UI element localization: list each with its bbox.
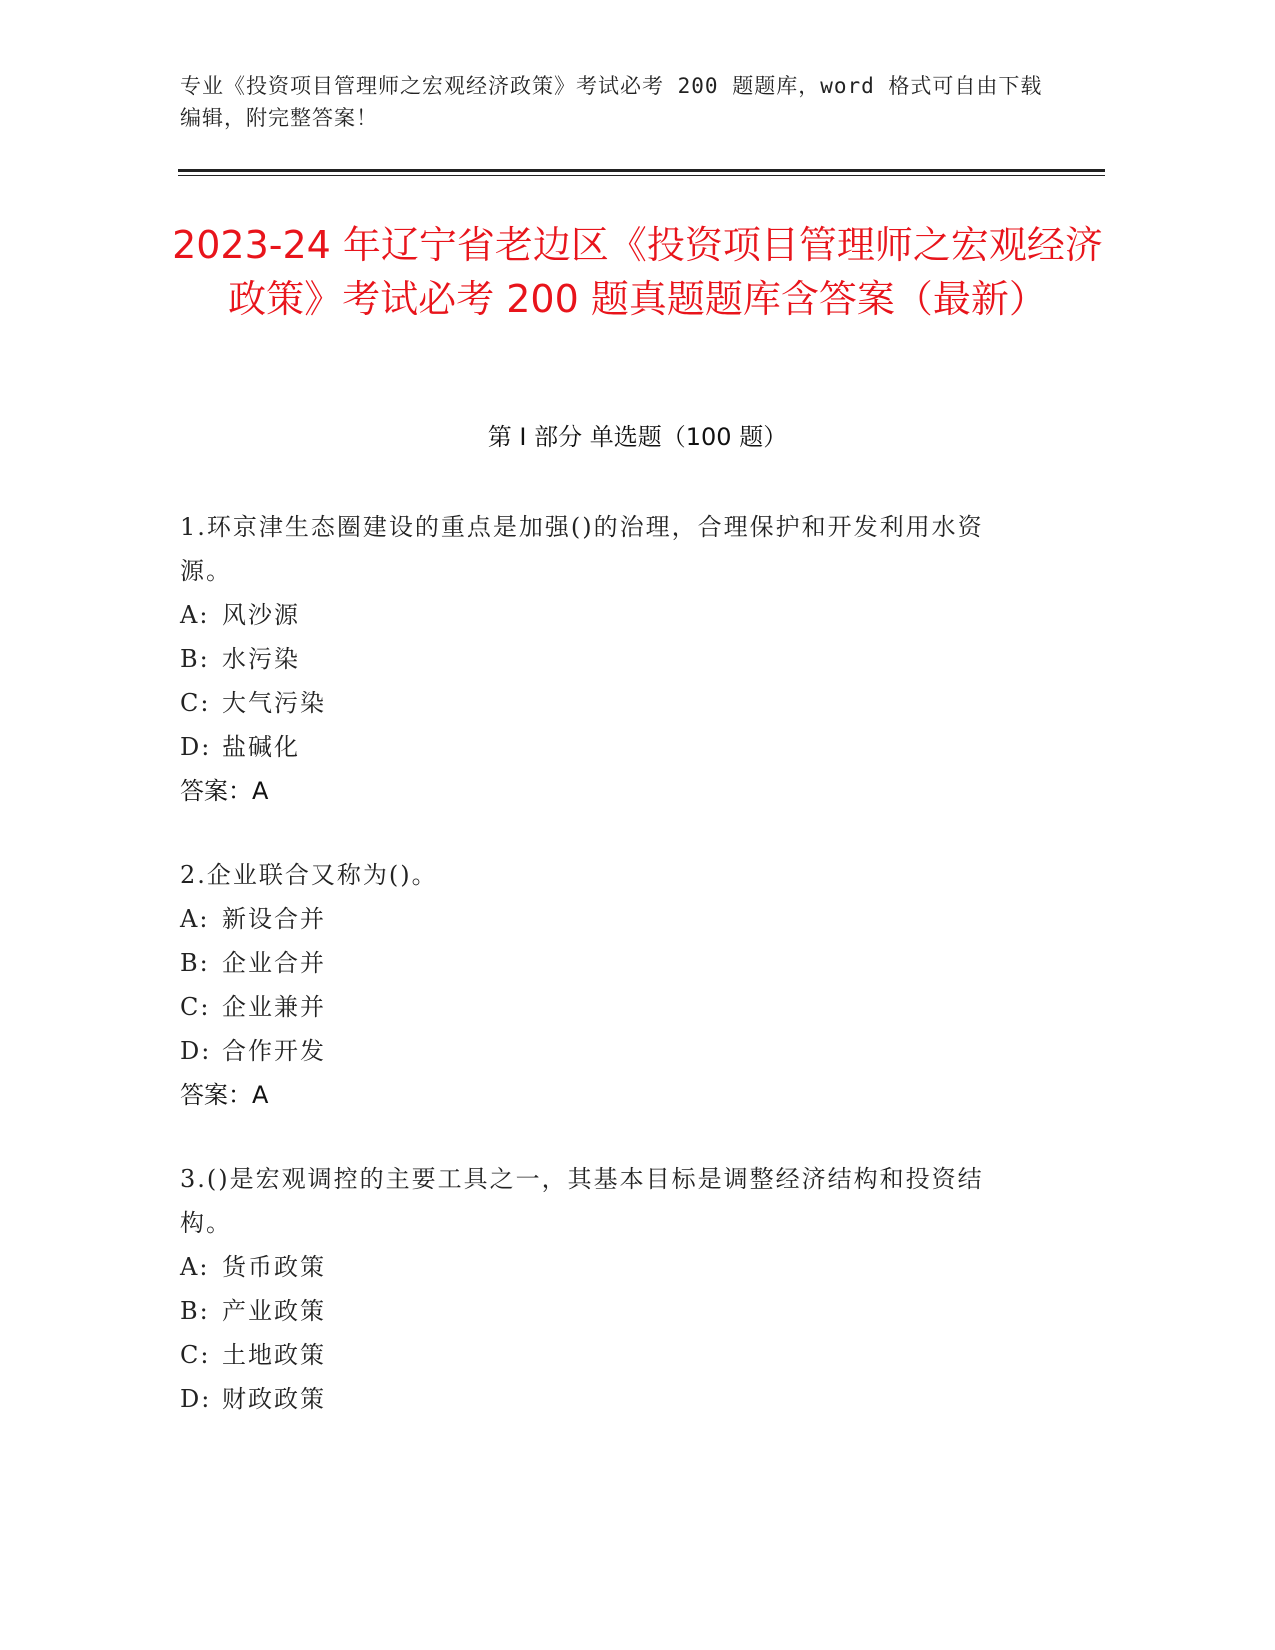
option-letter: A: [180, 905, 210, 933]
option-text: 企业兼并 [222, 993, 326, 1021]
option-letter: B: [180, 949, 210, 977]
question-1 [180, 505, 1030, 813]
option-d [180, 1377, 1030, 1421]
question-stem: 3.()是宏观调控的主要工具之一，其基本目标是调整经济结构和投资结构。 [180, 1165, 984, 1237]
option-b [180, 1289, 1030, 1333]
option-letter: B: [180, 645, 210, 673]
option-text: 货币政策 [222, 1253, 326, 1281]
question-list [180, 505, 1030, 1461]
option-a [180, 897, 1030, 941]
option-text: 合作开发 [222, 1037, 326, 1065]
option-letter: A: [180, 1253, 210, 1281]
header-rule-thick [178, 169, 1105, 172]
answer-line: 答案：A [180, 1081, 269, 1109]
option-d [180, 1029, 1030, 1073]
option-letter: C: [180, 993, 211, 1021]
option-text: 财政政策 [222, 1385, 326, 1413]
option-letter: D: [180, 1037, 212, 1065]
option-d [180, 725, 1030, 769]
option-a [180, 1245, 1030, 1289]
header-note: 专业《投资项目管理师之宏观经济政策》考试必考 200 题题库，word 格式可自由下载编辑，附完整答案！ [180, 74, 1043, 130]
document-title: 2023-24 年辽宁省老边区《投资项目管理师之宏观经济政策》考试必考 200 题真题题库含答案（最新） [172, 223, 1103, 321]
option-text: 水污染 [222, 645, 300, 673]
option-letter: C: [180, 1341, 211, 1369]
option-letter: A: [180, 601, 210, 629]
option-letter: D: [180, 733, 212, 761]
option-c [180, 681, 1030, 725]
option-text: 产业政策 [222, 1297, 326, 1325]
option-c [180, 985, 1030, 1029]
header-rule-thin [178, 175, 1105, 176]
option-b [180, 941, 1030, 985]
question-stem: 2.企业联合又称为()。 [180, 861, 438, 889]
question-3 [180, 1157, 1030, 1421]
option-c [180, 1333, 1030, 1377]
option-text: 新设合并 [222, 905, 326, 933]
section-title: 第 I 部分 单选题（100 题） [487, 423, 788, 451]
answer-line: 答案：A [180, 777, 269, 805]
option-letter: B: [180, 1297, 210, 1325]
question-2 [180, 853, 1030, 1117]
option-b [180, 637, 1030, 681]
option-text: 盐碱化 [222, 733, 300, 761]
option-text: 企业合并 [222, 949, 326, 977]
option-text: 土地政策 [222, 1341, 326, 1369]
question-stem: 1.环京津生态圈建设的重点是加强()的治理，合理保护和开发利用水资源。 [180, 513, 984, 585]
option-letter: C: [180, 689, 211, 717]
option-text: 大气污染 [222, 689, 326, 717]
option-a [180, 593, 1030, 637]
option-letter: D: [180, 1385, 212, 1413]
option-text: 风沙源 [222, 601, 300, 629]
